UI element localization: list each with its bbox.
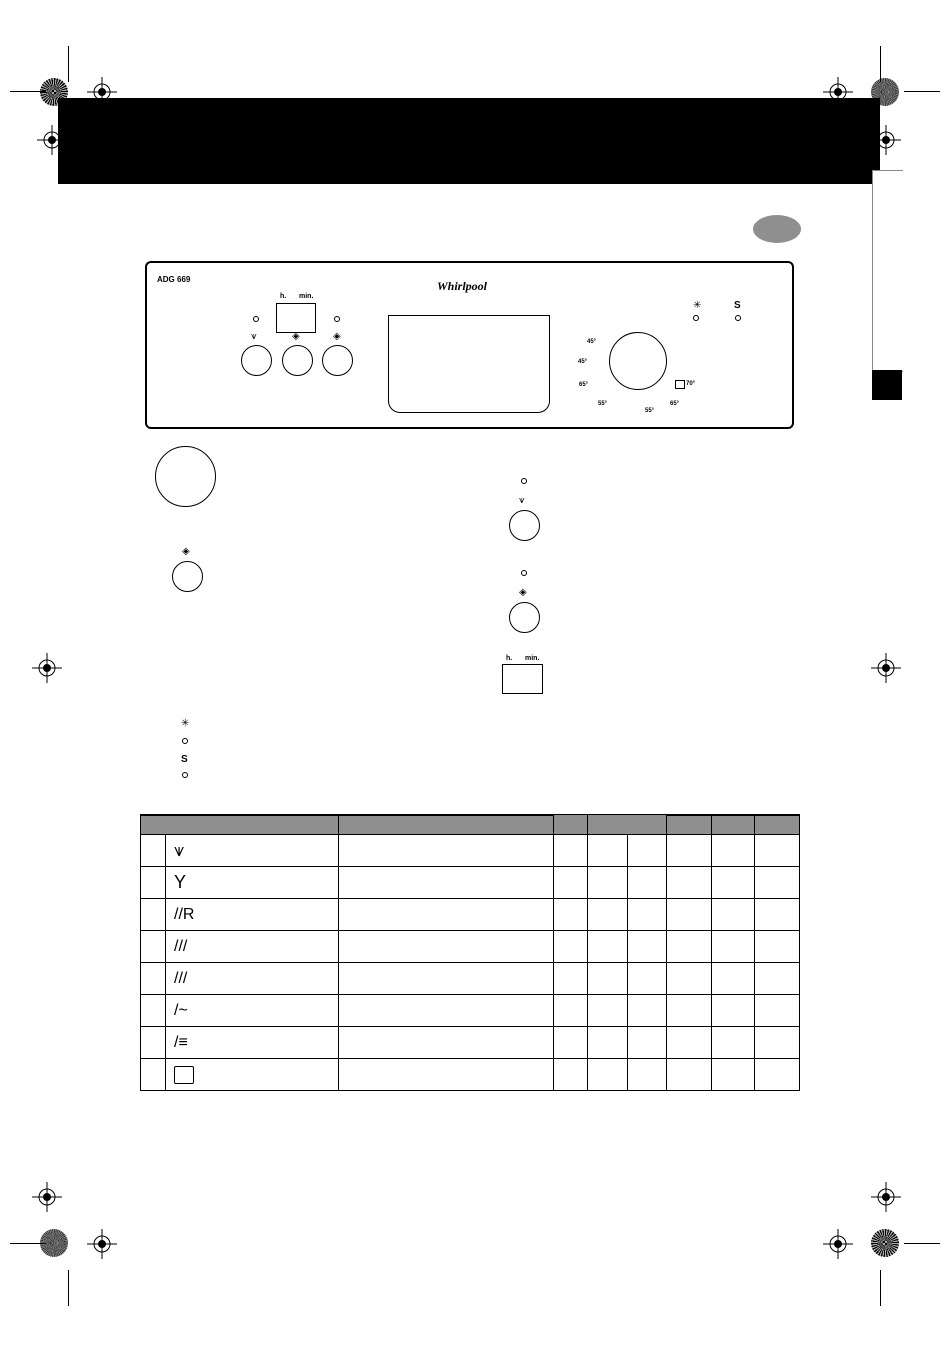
table-row bbox=[141, 1027, 800, 1059]
program-dial[interactable] bbox=[609, 332, 667, 390]
crop-line bbox=[880, 1270, 881, 1306]
display-hours-label: h. bbox=[280, 293, 287, 300]
table-row bbox=[141, 931, 800, 963]
dial-temp: 65° bbox=[579, 382, 589, 388]
start-led bbox=[334, 316, 340, 322]
registration-mark bbox=[823, 1229, 853, 1259]
start-button[interactable] bbox=[322, 345, 353, 376]
crop-line bbox=[904, 91, 940, 92]
table-row bbox=[141, 995, 800, 1027]
registration-mark bbox=[87, 1229, 117, 1259]
table-row bbox=[141, 1059, 800, 1091]
delay-display bbox=[276, 303, 316, 333]
crop-line bbox=[880, 46, 881, 82]
salt-icon: S bbox=[734, 300, 741, 311]
side-tab bbox=[872, 170, 903, 372]
pot-icon bbox=[174, 1066, 194, 1084]
pot-icon bbox=[675, 380, 685, 389]
normal-wash-icon: /// bbox=[174, 937, 188, 955]
crop-line bbox=[904, 1243, 940, 1244]
rinse-aid-led bbox=[693, 315, 699, 321]
header-bar bbox=[58, 98, 880, 184]
prewash-icon: ⩛ bbox=[251, 331, 257, 342]
panel-window bbox=[388, 315, 550, 413]
dial-temp: 55° bbox=[645, 408, 655, 414]
table-row bbox=[141, 867, 800, 899]
display-minutes-label: min. bbox=[525, 655, 540, 662]
start-button-legend bbox=[172, 561, 203, 592]
prewash-spray-icon: ⩛ bbox=[174, 840, 185, 860]
model-label: ADG 669 bbox=[157, 275, 191, 284]
dial-temp: 55° bbox=[598, 401, 608, 407]
rinse-aid-icon: ✳ bbox=[181, 718, 190, 729]
dial-temp: 65° bbox=[670, 401, 680, 407]
dial-diagram bbox=[155, 446, 216, 507]
brand-logo: Whirlpool bbox=[437, 279, 488, 293]
rapid-wash-icon: //R bbox=[174, 905, 195, 923]
rinse-aid-led-legend bbox=[182, 738, 188, 744]
intensive-wash-icon: /// bbox=[174, 969, 188, 987]
side-tab-marker bbox=[872, 370, 902, 400]
salt-icon: S bbox=[181, 754, 188, 765]
crop-line bbox=[10, 91, 46, 92]
delay-icon: ◈ bbox=[292, 331, 300, 342]
delay-display-legend bbox=[502, 664, 543, 694]
dial-temp: 45° bbox=[587, 339, 597, 345]
display-hours-label: h. bbox=[506, 655, 513, 662]
rinse-aid-icon: ✳ bbox=[693, 300, 702, 311]
bio-wash-icon: /~ bbox=[174, 1001, 188, 1019]
prewash-led bbox=[253, 316, 259, 322]
crop-line bbox=[68, 46, 69, 82]
glass-icon: Y bbox=[174, 872, 187, 892]
crop-line bbox=[10, 1243, 46, 1244]
registration-mark bbox=[871, 1182, 901, 1212]
color-wheel-mark bbox=[871, 1229, 899, 1257]
program-table bbox=[140, 814, 800, 1091]
registration-mark bbox=[32, 653, 62, 683]
display-minutes-label: min. bbox=[299, 293, 314, 300]
prewash-icon: ⩛ bbox=[519, 495, 525, 506]
registration-mark bbox=[871, 653, 901, 683]
start-icon: ◈ bbox=[333, 331, 341, 342]
table-row bbox=[141, 835, 800, 867]
table-row bbox=[141, 963, 800, 995]
delay-button-legend bbox=[509, 602, 540, 633]
prewash-button[interactable] bbox=[241, 345, 272, 376]
language-badge bbox=[753, 215, 801, 243]
delay-button[interactable] bbox=[282, 345, 313, 376]
dial-temp: 45° bbox=[578, 359, 588, 365]
crop-line bbox=[68, 1270, 69, 1306]
delay-icon: ◈ bbox=[519, 587, 527, 598]
salt-led bbox=[735, 315, 741, 321]
delay-led-legend bbox=[521, 570, 527, 576]
salt-led-legend bbox=[182, 772, 188, 778]
start-icon: ◈ bbox=[182, 546, 190, 557]
registration-mark bbox=[32, 1182, 62, 1212]
prewash-led-legend bbox=[521, 478, 527, 484]
eco-wash-icon: /≡ bbox=[174, 1033, 188, 1051]
dial-temp: 70° bbox=[686, 381, 696, 387]
prewash-button-legend bbox=[509, 510, 540, 541]
table-row bbox=[141, 899, 800, 931]
